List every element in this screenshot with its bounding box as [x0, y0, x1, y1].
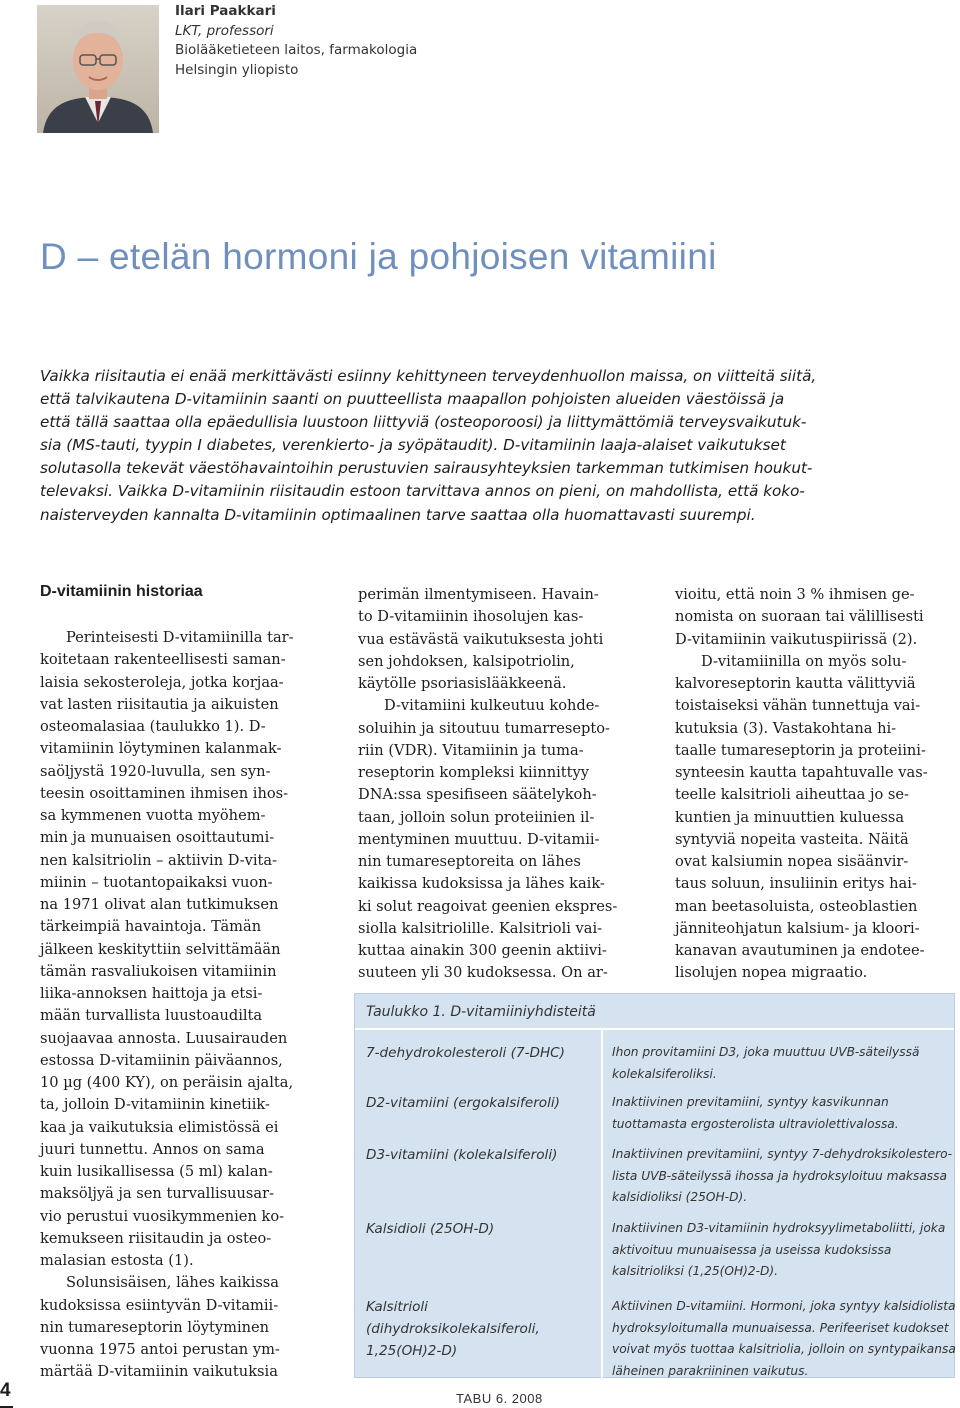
text-line: koitetaan rakenteellisesti saman-: [40, 651, 286, 669]
description-line: Inaktiivinen previtamiini, syntyy kasvikunnan: [612, 1095, 889, 1109]
description-line: Inaktiivinen previtamiini, syntyy 7-dehydroksikolestero-: [612, 1147, 952, 1161]
text-line: suuteen yli 30 kudoksessa. On ar-: [358, 964, 608, 982]
lead-line: naisterveyden kannalta D-vitamiinin optimaalinen tarve saattaa olla huomattavasti suurempi.: [40, 505, 756, 524]
author-block: [175, 2, 417, 80]
article-headline: D – etelän hormoni ja pohjoisen vitamiini: [40, 236, 717, 277]
text-line: estossa D-vitamiinin päiväannos,: [40, 1051, 283, 1069]
text-line: ta, jolloin D-vitamiinin kinetiik-: [40, 1096, 270, 1114]
description-line: kolekalsiferoliksi.: [612, 1066, 717, 1081]
compound-name-line: D2-vitamiini (ergokalsiferoli): [366, 1095, 560, 1111]
text-line: toistaiseksi vähän tunnettuja vai-: [675, 697, 921, 715]
text-line: sen johdoksen, kalsipotriolin,: [358, 652, 575, 670]
text-line: käytölle psoriasislääkkeenä.: [358, 675, 567, 692]
compound-name-line: D3-vitamiini (kolekalsiferoli): [366, 1147, 558, 1163]
text-line: miinin – tuotantopaikaksi vuon-: [40, 873, 273, 891]
compound-description: [612, 1042, 952, 1085]
text-line: kaikissa kudoksissa ja lähes kaik-: [358, 875, 605, 893]
text-line: nomista on suoraan tai välillisesti: [675, 608, 924, 626]
lead-paragraph: [40, 365, 955, 527]
text-line: lisolujen nopea migraatio.: [675, 964, 868, 982]
text-line: laisia sekosteroleja, jotka korjaa-: [40, 673, 284, 691]
text-line: na 1971 olivat alan tutkimuksen: [40, 896, 279, 913]
text-line: jänniteohjatun kalsium- ja kloori-: [675, 919, 920, 937]
body-column-2: [358, 584, 638, 985]
vitamin-d-table: [354, 993, 955, 1378]
text-line: vuonna 1975 antoi perustan ym-: [40, 1341, 280, 1358]
text-line: teesin osoittaminen ihmisen ihos-: [40, 784, 289, 802]
text-line: Perinteisesti D-vitamiinilla tar-: [66, 629, 294, 646]
footer-issue: TABU 6. 2008: [456, 1391, 543, 1406]
text-line: sa kymmenen vuotta myöhem-: [40, 807, 266, 824]
text-line: soluihin ja sitoutuu tumarresepto-: [358, 719, 610, 737]
text-line: riin (VDR). Vitamiinin ja tuma-: [358, 741, 584, 759]
text-line: synteesin kautta tapahtuvalle vas-: [675, 764, 928, 781]
text-line: D-vitamiinin vaikutuspiirissä (2).: [675, 630, 918, 648]
compound-name-line: Kalsitrioli (dihydroksikolekalsiferoli,: [366, 1299, 540, 1337]
text-line: ki solut reagoivat geenien ekspres-: [358, 897, 618, 915]
description-line: voivat myös tuottaa kalsitriolia, jolloin on syntypaikansa: [612, 1342, 956, 1356]
text-line: reseptorin kompleksi kiinnittyy: [358, 764, 590, 781]
description-line: kalsidioliksi (25OH-D).: [612, 1190, 748, 1204]
compound-name: [366, 1296, 596, 1362]
body-column-1: [40, 627, 330, 1384]
text-line: jälkeen keskityttiin selvittämään: [40, 940, 281, 958]
text-line: Solunsisäisen, lähes kaikissa: [66, 1274, 279, 1292]
text-line: to D-vitamiinin ihosolujen kas-: [358, 608, 584, 626]
text-line: vat lasten riisitautia ja aikuisten: [40, 695, 279, 713]
lead-line: että tällä saattaa olla epäedullisia luustoon liittyviä (osteoporoosi) ja liittymättömiä terveysvaikutuk-: [40, 413, 807, 432]
text-line: vioitu, että noin 3 % ihmisen ge-: [675, 586, 915, 603]
text-line: D-vitamiini kulkeutuu kohde-: [384, 697, 600, 715]
compound-description: [612, 1144, 952, 1209]
compound-name: [366, 1218, 596, 1240]
text-line: kutuksia (3). Vastakohtana hi-: [675, 719, 897, 737]
text-line: märtää D-vitamiinin vaikutuksia: [40, 1363, 278, 1381]
page-number: 4: [0, 1380, 11, 1401]
text-line: nen kalsitriolin – aktiivin D-vita-: [40, 851, 278, 869]
description-line: Aktiivinen D-vitamiini. Hormoni, joka syntyy kalsidiolista: [612, 1299, 956, 1313]
table-header-rule: [355, 1028, 954, 1030]
text-line: mentyminen muuttuu. D-vitamii-: [358, 830, 600, 848]
text-line: min ja munuaisen osoittautumi-: [40, 829, 275, 847]
text-line: vitamiinin löytyminen kalanmak-: [40, 740, 282, 758]
description-line: Inaktiivinen D3-vitamiinin hydroksyylimetaboliitti, joka: [612, 1221, 946, 1235]
text-line: tärkeimpiä havaintoja. Tämän: [40, 918, 262, 936]
description-line: kalsitrioliksi (1,25(OH)2-D).: [612, 1264, 779, 1278]
compound-name: [366, 1144, 596, 1166]
lead-line: Vaikka riisitautia ei enää merkittävästi esiinny kehittyneen terveydenhuollon maissa, on viitteitä siitä,: [40, 367, 817, 385]
description-line: läheinen parakriininen vaikutus.: [612, 1363, 809, 1378]
text-line: kuin lusikallisessa (5 ml) kalan-: [40, 1163, 273, 1180]
author-department: Biolääketieteen laitos, farmakologia: [175, 42, 418, 58]
text-line: 10 µg (400 KY), on peräisin ajalta,: [40, 1074, 294, 1091]
lead-line: että talvikautena D-vitamiinin saanti on puutteellista maapallon pohjoisten alueiden väestöissä ja: [40, 390, 785, 409]
text-line: taus soluun, insuliinin eritys hai-: [675, 875, 917, 893]
text-line: ovat kalsiumin nopea sisäänvir-: [675, 853, 909, 870]
text-line: taan, jolloin solun proteiinien il-: [358, 808, 595, 826]
description-line: hydroksyloitumalla munuaisessa. Perifeeriset kudokset: [612, 1320, 949, 1335]
description-line: aktivoituu munuaisessa ja useissa kudoksissa: [612, 1242, 892, 1257]
text-line: mään turvallista luustoaudilta: [40, 1007, 263, 1025]
table-title: Taulukko 1. D-vitamiiniyhdisteitä: [366, 1004, 596, 1020]
text-line: man beetasoluista, osteoblastien: [675, 897, 918, 915]
text-line: kudoksissa esiintyvän D-vitamii-: [40, 1296, 279, 1314]
text-line: syntyviä nopeita vasteita. Näitä: [675, 830, 909, 848]
author-title: LKT, professori: [175, 22, 274, 39]
text-line: DNA:ssa spesifiseen säätelykoh-: [358, 786, 597, 804]
text-line: maksöljyä ja sen turvallisuusar-: [40, 1185, 275, 1203]
table-column-divider: [601, 1030, 603, 1379]
text-line: liika-annoksen haittoja ja etsi-: [40, 985, 263, 1002]
text-line: malasian estosta (1).: [40, 1252, 194, 1269]
description-line: Ihon provitamiini D3, joka muuttuu UVB-säteilyssä: [612, 1045, 920, 1059]
text-line: suojaavaa annosta. Luusairauden: [40, 1029, 288, 1047]
text-line: nin tumareseptoreita on lähes: [358, 853, 581, 870]
section-heading: D-vitamiinin historiaa: [40, 583, 203, 600]
text-line: D-vitamiinilla on myös solu-: [701, 652, 907, 670]
text-line: kaa ja vaikutuksia elimistössä ei: [40, 1118, 279, 1136]
compound-description: [612, 1218, 952, 1283]
compound-description: [612, 1296, 956, 1382]
text-line: kuttaa ainakin 300 geenin aktiivi-: [358, 942, 607, 959]
text-line: vua estävästä vaikutuksesta johti: [358, 630, 604, 648]
compound-name: [366, 1092, 596, 1114]
body-column-3: [675, 584, 960, 985]
lead-line: sia (MS-tauti, tyypin I diabetes, verenkierto- ja syöpätaudit). D-vitamiinin laaja-alaiset vaikutukset: [40, 436, 786, 455]
compound-name: [366, 1042, 596, 1064]
text-line: nin tumareseptorin löytyminen: [40, 1318, 270, 1336]
text-line: saöljystä 1920-luvulla, sen syn-: [40, 762, 271, 780]
text-line: osteomalasiaa (taulukko 1). D-: [40, 718, 266, 735]
text-line: kanavan avautuminen ja endotee-: [675, 942, 925, 959]
text-line: kemukseen riisitaudin ja osteo-: [40, 1229, 272, 1247]
text-line: taalle tumareseptorin ja proteiini-: [675, 741, 926, 759]
text-line: kuntien ja minuuttien kuluessa: [675, 808, 905, 826]
text-line: tämän rasvaliukoisen vitamiinin: [40, 962, 277, 980]
compound-name-line: 7-dehydrokolesteroli (7-DHC): [366, 1045, 565, 1061]
description-line: lista UVB-säteilyssä ihossa ja hydroksyloituu maksassa: [612, 1168, 947, 1183]
author-photo: [37, 5, 159, 133]
text-line: perimän ilmentymiseen. Havain-: [358, 586, 599, 603]
text-line: teelle kalsitrioli aiheuttaa jo se-: [675, 786, 909, 804]
text-line: juuri tunnettu. Annos on sama: [40, 1140, 265, 1158]
author-university: Helsingin yliopisto: [175, 61, 299, 78]
text-line: siolla kalsitriolille. Kalsitrioli vai-: [358, 919, 603, 937]
lead-line: solutasolla tekevät väestöhavaintoihin perustuvien sairausyhteyksien tarkemman tutkimisen houkut-: [40, 459, 813, 478]
compound-name-line: Kalsidioli (25OH-D): [366, 1221, 495, 1237]
lead-line: televaksi. Vaikka D-vitamiinin riisitaudin estoon tarvittava annos on pieni, on mahdollista, että koko-: [40, 482, 805, 501]
text-line: kalvoreseptorin kautta välittyviä: [675, 675, 916, 692]
description-line: tuottamasta ergosterolista ultraviolettivalossa.: [612, 1116, 899, 1131]
compound-description: [612, 1092, 952, 1135]
compound-name-line: 1,25(OH)2-D): [366, 1343, 458, 1359]
text-line: vio perustui vuosikymmenien ko-: [40, 1207, 285, 1225]
author-name: Ilari Paakkari: [175, 3, 276, 19]
